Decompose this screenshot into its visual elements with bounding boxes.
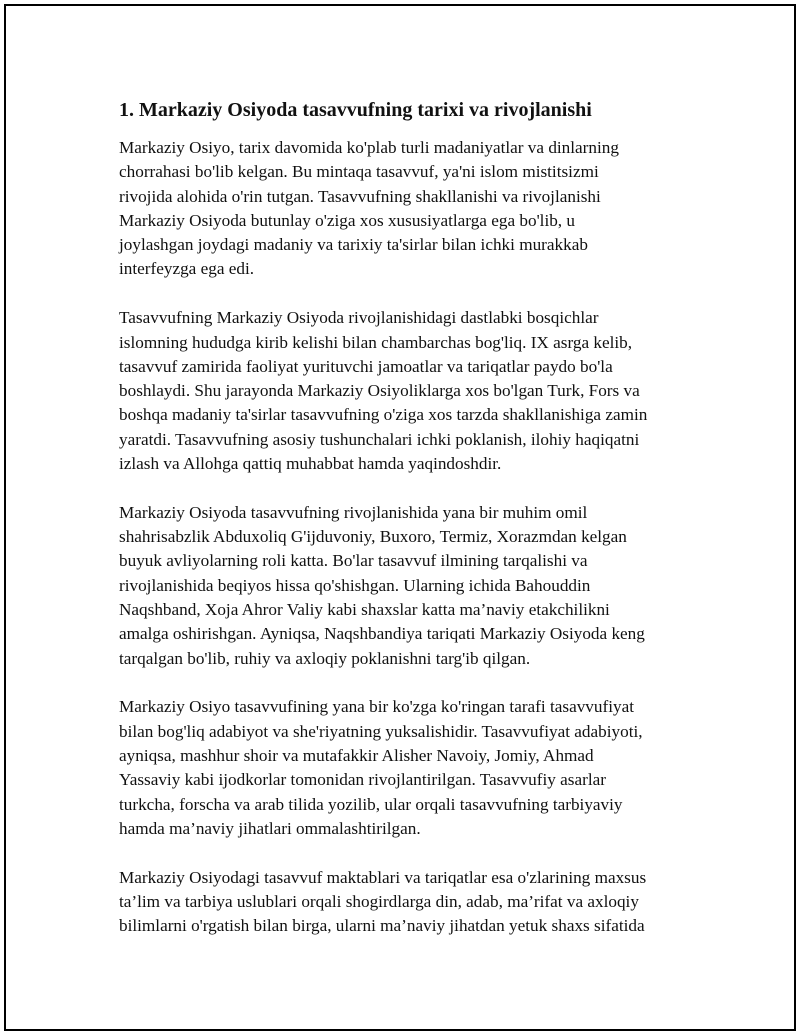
paragraph-line: amalga oshirishgan. Ayniqsa, Naqshbandiya tariqati Markaziy Osiyoda keng — [119, 624, 645, 644]
paragraph-line: islomning hududga kirib kelishi bilan chambarchas bog'liq. IX asrga kelib, — [119, 332, 633, 352]
paragraph-line: izlash va Allohga qattiq muhabbat hamda yaqindoshdir. — [119, 454, 502, 474]
document-body — [119, 96, 691, 963]
paragraph-line: ta’lim va tarbiya uslublari orqali shogirdlarga din, adab, ma’rifat va axloqiy — [119, 892, 639, 912]
paragraph-line: yaratdi. Tasavvufning asosiy tushunchalari ichki poklanish, ilohiy haqiqatni — [119, 429, 640, 449]
paragraph-line: joylashgan joydagi madaniy va tarixiy ta'sirlar bilan ichki murakkab — [119, 235, 588, 255]
paragraph-line: ayniqsa, mashhur shoir va mutafakkir Alisher Navoiy, Jomiy, Ahmad — [119, 746, 594, 766]
paragraph-line: Markaziy Osiyo, tarix davomida ko'plab turli madaniyatlar va dinlarning — [119, 138, 619, 157]
paragraph-line: chorrahasi bo'lib kelgan. Bu mintaqa tasavvuf, ya'ni islom mistitsizmi — [119, 162, 599, 182]
paragraph-line: tarqalgan bo'lib, ruhiy va axloqiy poklanishni targ'ib qilgan. — [119, 648, 531, 668]
paragraph-line: rivojlanishida beqiyos hissa qo'shishgan. Ularning ichida Bahouddin — [119, 575, 591, 595]
paragraph-line: Markaziy Osiyodagi tasavvuf maktablari va tariqatlar esa o'zlarining maxsus — [119, 867, 647, 887]
paragraph-line: buyuk avliyolarning roli katta. Bo'lar tasavvuf ilmining tarqalishi va — [119, 551, 588, 571]
paragraph-line: Markaziy Osiyoda tasavvufning rivojlanishida yana bir muhim omil — [119, 502, 588, 522]
paragraph-5 — [119, 866, 691, 939]
paragraph-3 — [119, 501, 691, 671]
paragraph-1 — [119, 136, 691, 282]
paragraph-line: Tasavvufning Markaziy Osiyoda rivojlanishidagi dastlabki bosqichlar — [119, 308, 599, 328]
paragraph-2 — [119, 306, 691, 476]
paragraph-line: rivojida alohida o'rin tutgan. Tasavvufning shakllanishi va rivojlanishi — [119, 186, 601, 206]
paragraph-line: tasavvuf zamirida faoliyat yurituvchi jamoatlar va tariqatlar paydo bo'la — [119, 356, 613, 376]
paragraph-line: Markaziy Osiyoda butunlay o'ziga xos xususiyatlarga ega bo'lib, u — [119, 210, 575, 230]
paragraph-line: hamda ma’naviy jihatlari ommalashtirilgan. — [119, 818, 421, 838]
section-heading: 1. Markaziy Osiyoda tasavvufning tarixi va rivojlanishi — [119, 99, 592, 121]
document-page — [4, 4, 796, 1031]
paragraph-line: shahrisabzlik Abduxoliq G'ijduvoniy, Buxoro, Termiz, Xorazmdan kelgan — [119, 527, 627, 547]
paragraph-4 — [119, 695, 691, 841]
paragraph-line: boshlaydi. Shu jarayonda Markaziy Osiyoliklarga xos bo'lgan Turk, Fors va — [119, 381, 640, 401]
paragraph-line: bilan bog'liq adabiyot va she'riyatning yuksalishidir. Tasavvufiyat adabiyoti, — [119, 721, 643, 741]
paragraph-line: interfeyzga ega edi. — [119, 259, 255, 279]
paragraph-line: Yassaviy kabi ijodkorlar tomonidan rivojlantirilgan. Tasavvufiy asarlar — [119, 770, 606, 790]
paragraph-line: Naqshband, Xoja Ahror Valiy kabi shaxslar katta ma’naviy etakchilikni — [119, 600, 610, 620]
paragraph-line: turkcha, forscha va arab tilida yozilib, ular orqali tasavvufning tarbiyaviy — [119, 794, 623, 814]
paragraph-line: Markaziy Osiyo tasavvufining yana bir ko'zga ko'ringan tarafi tasavvufiyat — [119, 697, 634, 717]
paragraph-line: bilimlarni o'rgatish bilan birga, ularni ma’naviy jihatdan yetuk shaxs sifatida — [119, 916, 645, 936]
paragraph-line: boshqa madaniy ta'sirlar tasavvufning o'ziga xos tarzda shakllanishiga zamin — [119, 405, 648, 425]
